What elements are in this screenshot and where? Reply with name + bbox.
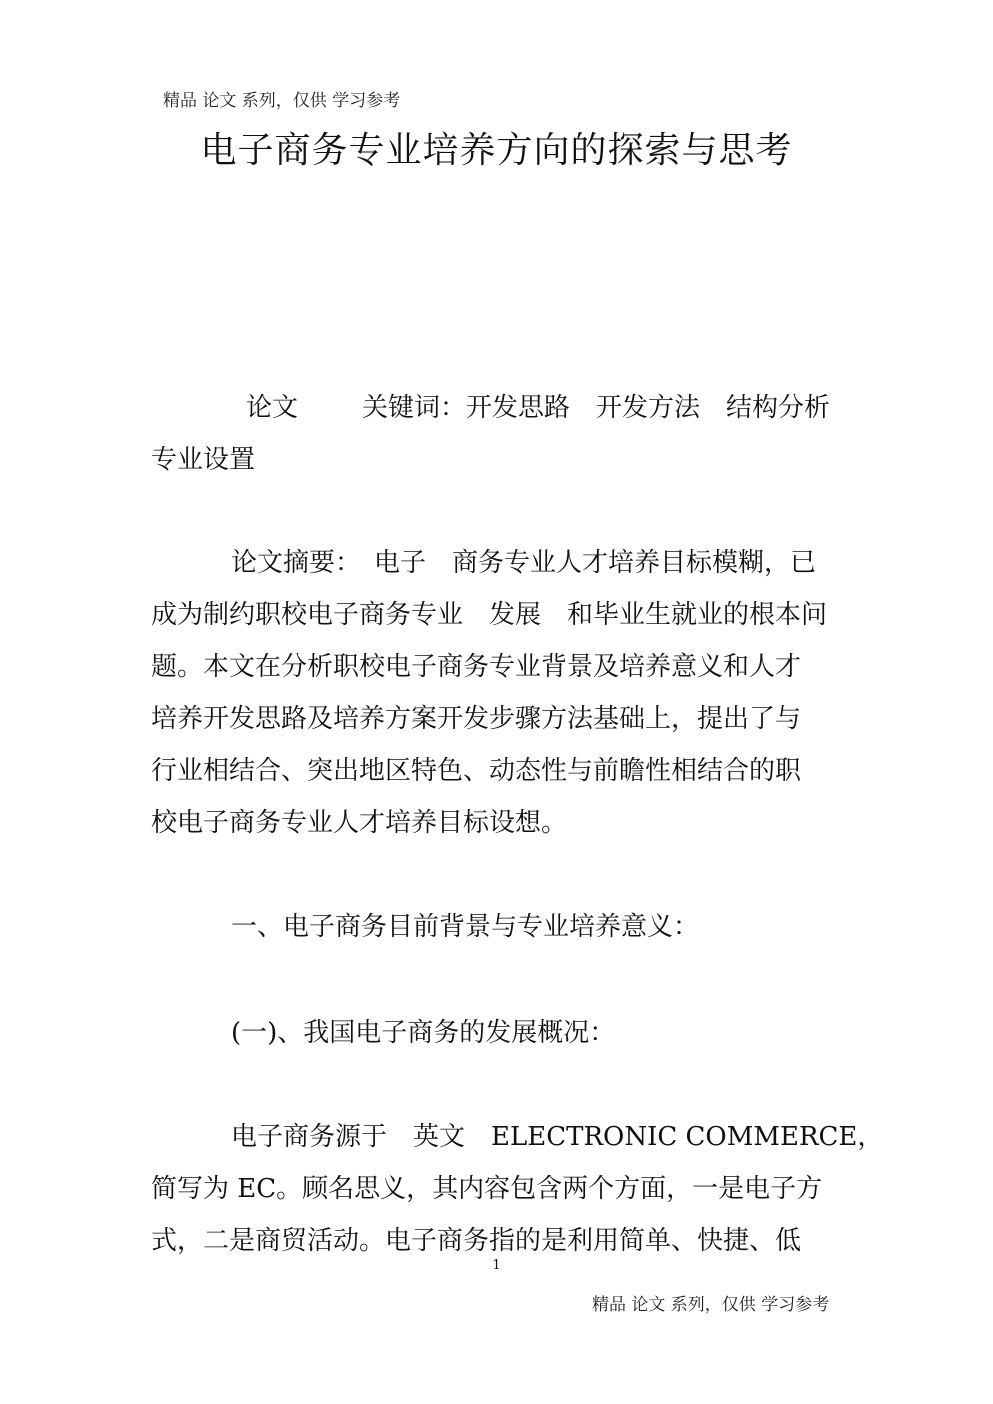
section-heading: 一、电子商务目前背景与专业培养意义： (231, 912, 700, 942)
abstract-line: 培养开发思路及培养方案开发步骤方法基础上，提出了与 (151, 704, 802, 734)
abstract-line: 校电子商务专业人才培养目标设想。 (151, 808, 568, 838)
abstract-line: 题。本文在分析职校电子商务专业背景及培养意义和人才 (151, 652, 802, 682)
subsection-heading: (一)、我国电子商务的发展概况： (231, 1018, 616, 1048)
page-number: 1 (492, 1258, 501, 1273)
body-line: 电子商务源于 英文 ELECTRONIC COMMERCE， (231, 1122, 884, 1152)
keywords-continued: 专业设置 (151, 445, 256, 475)
body-line: 简写为 EC。顾名思义，其内容包含两个方面，一是电子方 (151, 1174, 823, 1204)
body-line: 式，二是商贸活动。电子商务指的是利用简单、快捷、低 (151, 1226, 802, 1256)
keywords-text: 关键词：开发思路 开发方法 结构分析 (362, 393, 831, 423)
abstract-line: 行业相结合、突出地区特色、动态性与前瞻性相结合的职 (151, 756, 802, 786)
page-title: 电子商务专业培养方向的探索与思考 (200, 130, 793, 171)
abstract-line: 成为制约职校电子商务专业 发展 和毕业生就业的根本问 (151, 600, 828, 630)
header-watermark: 精品 论文 系列，仅供 学习参考 (163, 91, 401, 111)
footer-watermark: 精品 论文 系列，仅供 学习参考 (592, 1295, 830, 1315)
keywords-label: 论文 (246, 393, 299, 423)
abstract-line: 论文摘要： 电子 商务专业人才培养目标模糊，已 (231, 548, 817, 578)
